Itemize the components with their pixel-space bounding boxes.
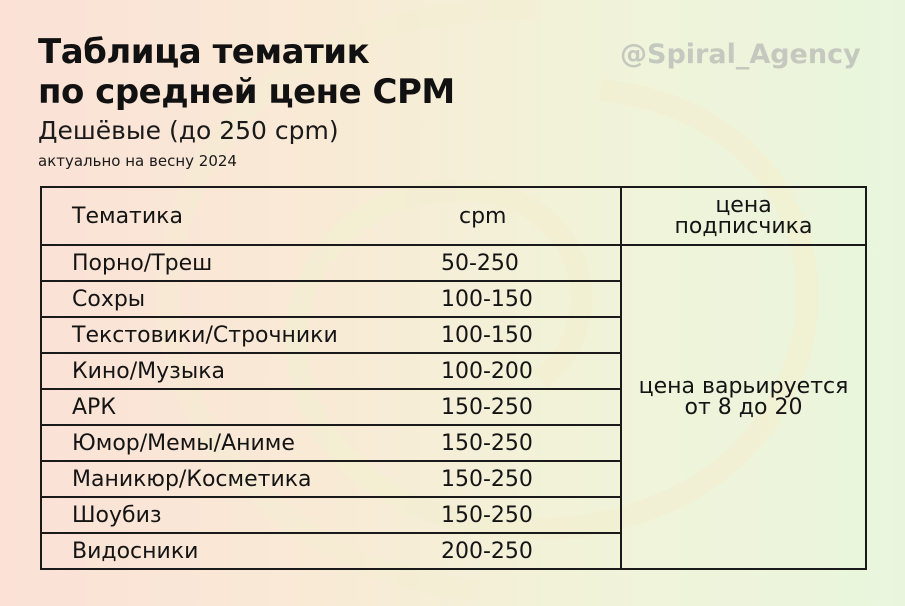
title-line-2: по средней цене CPM	[38, 72, 455, 112]
cpm-cell: 150-250	[441, 461, 621, 497]
cpm-cell: 150-250	[441, 497, 621, 533]
topic-cell: Порно/Треш	[41, 245, 441, 281]
cpm-cell: 150-250	[441, 389, 621, 425]
cpm-cell: 100-150	[441, 317, 621, 353]
title-line-1: Таблица тематик	[38, 32, 370, 72]
subscriber-price-cell	[621, 245, 866, 569]
table-row	[41, 245, 866, 281]
topic-cell: Шоубиз	[41, 497, 441, 533]
cpm-cell: 150-250	[441, 425, 621, 461]
cpm-cell: 100-150	[441, 281, 621, 317]
price-note-line-2: от 8 до 20	[684, 395, 803, 420]
topic-cell: Кино/Музыка	[41, 353, 441, 389]
column-header-subscriber-price	[621, 187, 866, 245]
topic-cell: Маникюр/Косметика	[41, 461, 441, 497]
column-header-topic: Тематика	[41, 187, 441, 245]
topic-cell: Текстовики/Строчники	[41, 317, 441, 353]
subtitle: Дешёвые (до 250 cpm)	[38, 116, 339, 145]
cpm-cell: 50-250	[441, 245, 621, 281]
column-header-cpm: cpm	[441, 187, 621, 245]
table-header-row	[41, 187, 866, 245]
topic-cell: Юмор/Мемы/Аниме	[41, 425, 441, 461]
price-note-line-1: цена варьируется	[638, 374, 849, 399]
page-title	[38, 32, 455, 112]
cpm-table	[40, 186, 867, 570]
topic-cell: Сохры	[41, 281, 441, 317]
cpm-cell: 200-250	[441, 533, 621, 569]
column-header-price-line-1: цена	[715, 193, 772, 218]
column-header-price-line-2: подписчика	[674, 214, 813, 239]
topic-cell: Видосники	[41, 533, 441, 569]
brand-handle: @Spiral_Agency	[620, 39, 861, 70]
topic-cell: АРК	[41, 389, 441, 425]
cpm-cell: 100-200	[441, 353, 621, 389]
date-note: актуально на весну 2024	[38, 152, 237, 170]
